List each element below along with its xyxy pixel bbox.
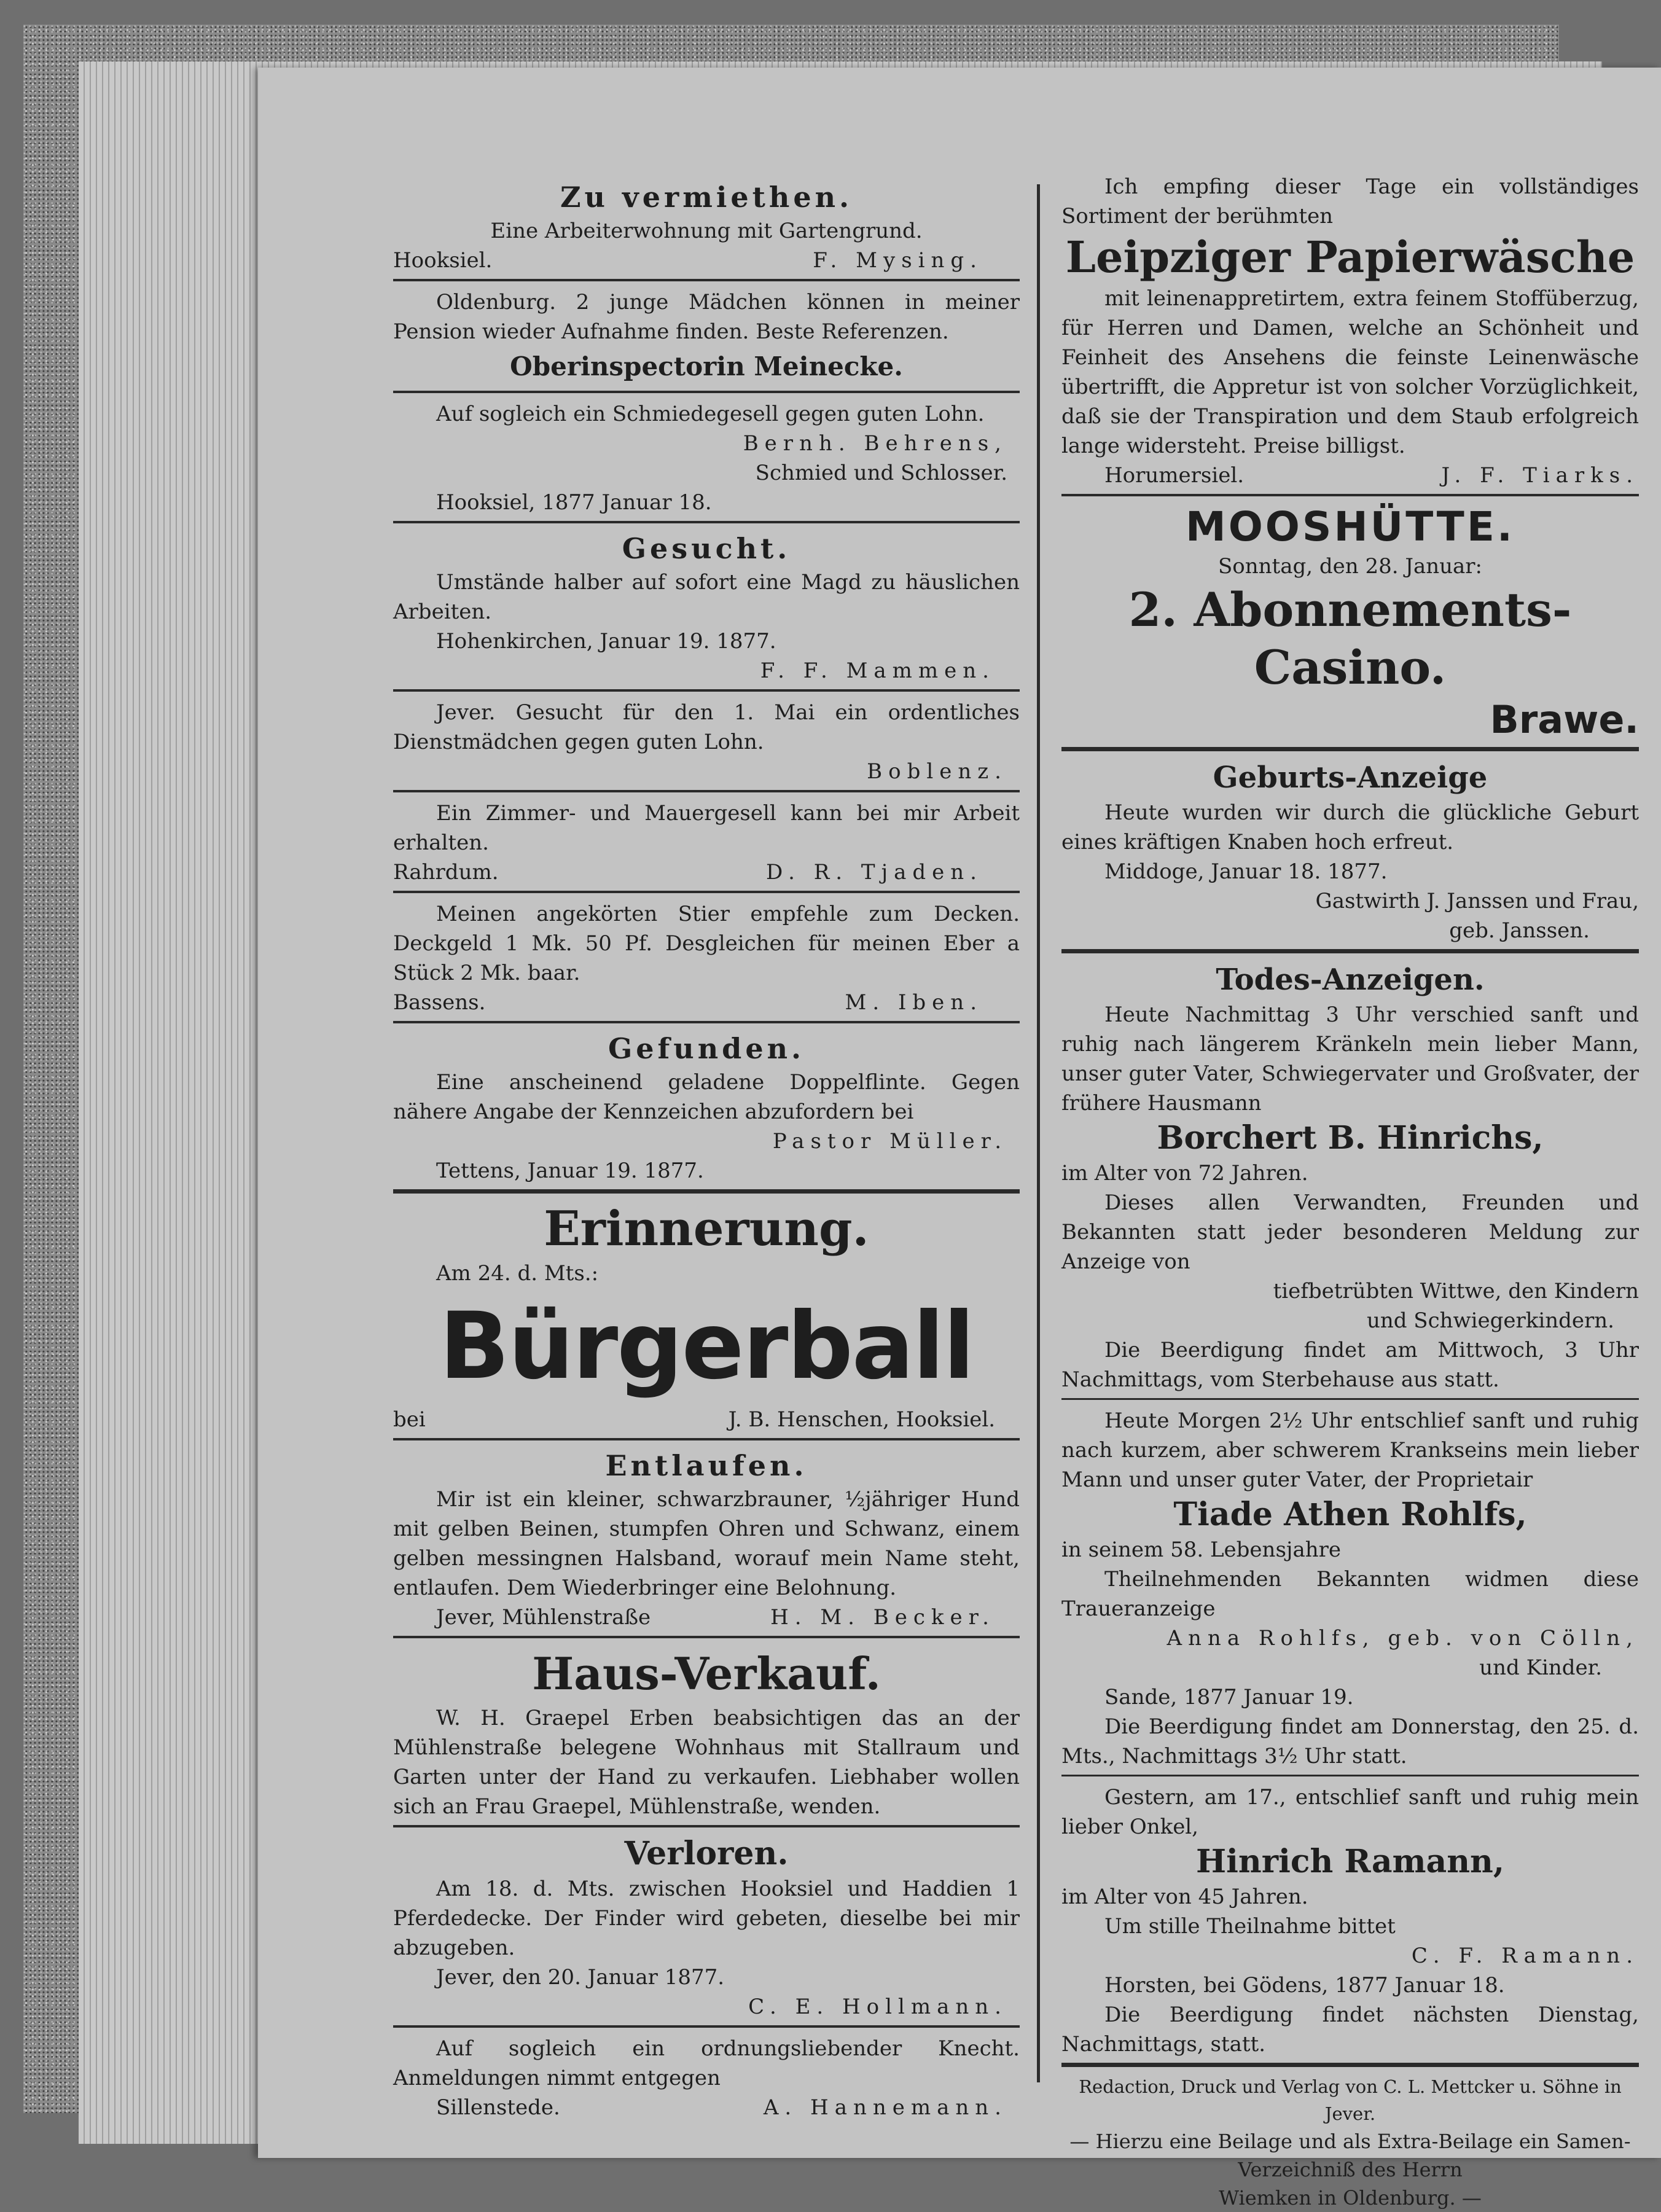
ad-age: im Alter von 72 Jahren.: [1061, 1161, 1308, 1186]
ad-signature: Gastwirth J. Janssen und Frau,: [1315, 889, 1639, 913]
ad-title: MOOSHÜTTE.: [1186, 503, 1515, 550]
ad-place: Sillenstede.: [436, 2095, 560, 2120]
ad-title: Leipziger Papierwäsche: [1065, 232, 1635, 283]
ad-date: Tettens, Januar 19. 1877.: [436, 1159, 704, 1183]
ad-text: Auf sogleich ein Schmiedegesell gegen guten Lohn.: [436, 402, 985, 426]
imprint-line-3: Wiemken in Oldenburg. —: [1219, 2186, 1482, 2210]
ad-todes-anzeige-rohlfs: [1061, 1406, 1639, 1771]
ad-signature: Brawe.: [1490, 697, 1639, 742]
ad-date: Horsten, bei Gödens, 1877 Januar 18.: [1104, 1973, 1505, 1998]
ad-title: Geburts-Anzeige: [1213, 760, 1488, 795]
ad-signature: Anna Rohlfs, geb. von Cölln,: [1167, 1626, 1639, 1651]
ad-text: mit leinenappretirtem, extra feinem Stoffüberzug, für Herren und Damen, welche an Schönheit und Feinheit des Ansehens die feinste Leinenwäsche übertrifft, die Appretur ist von solcher Vorzüglichkeit, daß sie der Transpiration und dem Staub erfolgreich lange widersteht. Preise billigst.: [1061, 286, 1639, 458]
ad-place: Rahrdum.: [393, 860, 499, 885]
ad-age: im Alter von 45 Jahren.: [1061, 1885, 1308, 1909]
ad-signature: Boblenz.: [867, 759, 1007, 784]
ad-date: Hooksiel, 1877 Januar 18.: [436, 490, 712, 515]
ad-title: Verloren.: [624, 1835, 789, 1872]
ad-todes-anzeige-hinrichs: [1061, 959, 1639, 1394]
ad-text: Jever. Gesucht für den 1. Mai ein ordentliches Dienstmädchen gegen guten Lohn.: [393, 700, 1020, 754]
ad-title: Gefunden.: [608, 1032, 805, 1065]
ad-signature-row: [393, 246, 1020, 275]
divider: [1061, 494, 1639, 496]
ad-signature: Bernh. Behrens,: [743, 431, 1007, 456]
ad-gesucht: [393, 530, 1020, 686]
column-separator: [1037, 184, 1040, 2082]
ad-date: Middoge, Januar 18. 1877.: [1104, 859, 1388, 884]
ad-text: Auf sogleich ein ordnungsliebender Knecht. Anmeldungen nimmt entgegen: [393, 2036, 1020, 2090]
ad-intro: Ich empfing dieser Tage ein vollständiges Sortiment der berühmten: [1061, 174, 1639, 229]
right-column: [1061, 104, 1639, 2212]
ad-text3: Die Beerdigung findet am Mittwoch, 3 Uhr Nachmittags, vom Sterbehause aus statt.: [1061, 1338, 1639, 1392]
ad-title: Gesucht.: [622, 532, 791, 565]
ad-text3: Die Beerdigung findet nächsten Dienstag, Nachmittags, statt.: [1061, 2003, 1639, 2057]
ad-text: Eine Arbeiterwohnung mit Gartengrund.: [490, 219, 923, 243]
ad-text: W. H. Graepel Erben beabsichtigen das an der Mühlenstraße belegene Wohnhaus mit Stallraum und Garten unter der Hand zu verkaufen. Liebhaber wollen sich an Frau Graepel, Mühlenstraße, wenden.: [393, 1706, 1020, 1819]
ad-place: Bassens.: [393, 990, 486, 1015]
ad-date: Jever, den 20. Januar 1877.: [436, 1965, 725, 1990]
ad-knecht: [393, 2034, 1020, 2122]
ad-signature-sub: Schmied und Schlosser.: [755, 461, 1007, 485]
divider: [393, 1189, 1020, 1194]
divider: [393, 1438, 1020, 1440]
ad-place: Jever, Mühlenstraße: [436, 1605, 651, 1630]
divider: [393, 790, 1020, 792]
ad-text: Mir ist ein kleiner, schwarzbrauner, ½jähriger Hund mit gelben Beinen, stumpfen Ohren und Schwanz, einem gelben messingnen Halsband, worauf mein Name steht, entlaufen. Dem Wiederbringer eine Belohnung.: [393, 1487, 1020, 1600]
imprint: [1061, 2073, 1639, 2212]
divider: [393, 891, 1020, 893]
ad-mooshuette: [1061, 502, 1639, 743]
ad-signature-sub: geb. Janssen.: [1449, 918, 1590, 943]
ad-title: Zu vermiethen.: [560, 181, 853, 214]
ad-headline: Bürgerball: [439, 1293, 974, 1400]
ad-text: Eine anscheinend geladene Doppelflinte. Gegen nähere Angabe der Kennzeichen abzufordern bei: [393, 1070, 1020, 1124]
ad-zu-vermiethen: [393, 178, 1020, 275]
ad-title: Entlaufen.: [605, 1449, 808, 1482]
ad-signature: J. F. Tiarks.: [1441, 463, 1639, 488]
ad-event: 2. Abonnements-Casino.: [1128, 582, 1572, 695]
divider: [393, 1636, 1020, 1638]
ad-name: Tiade Athen Rohlfs,: [1173, 1496, 1527, 1533]
ad-text2: Um stille Theilnahme bittet: [1104, 1914, 1396, 1939]
ad-date: Am 24. d. Mts.:: [436, 1261, 599, 1286]
ad-date: Sonntag, den 28. Januar:: [1217, 554, 1482, 579]
ad-signature: D. R. Tjaden.: [766, 860, 983, 885]
ad-text: Umstände halber auf sofort eine Magd zu häuslichen Arbeiten.: [393, 570, 1020, 624]
ad-place: Horumersiel.: [1104, 463, 1245, 488]
divider: [1061, 1398, 1639, 1400]
ad-signature-sub: und Kinder.: [1479, 1655, 1602, 1680]
ad-date: Sande, 1877 Januar 19.: [1104, 1685, 1354, 1710]
ad-zimmergesell: [393, 799, 1020, 887]
ad-signature: C. F. Ramann.: [1411, 1944, 1639, 1968]
ad-text: Heute wurden wir durch die glückliche Geburt eines kräftigen Knaben hoch erfreut.: [1061, 800, 1639, 854]
ad-signature-row: [1061, 461, 1639, 490]
ad-text: Heute Nachmittag 3 Uhr verschied sanft und ruhig nach längerem Kränkeln mein lieber Mann, unser guter Vater, Schwiegervater und Großvater, der frühere Hausmann: [1061, 1002, 1639, 1116]
imprint-line-1: Redaction, Druck und Verlag von C. L. Mettcker u. Söhne in Jever.: [1079, 2076, 1622, 2124]
ad-title: Todes-Anzeigen.: [1216, 963, 1485, 997]
imprint-line-2: — Hierzu eine Beilage und als Extra-Beilage ein Samen-Verzeichniß des Herrn: [1069, 2130, 1631, 2181]
ad-name: Hinrich Ramann,: [1196, 1843, 1504, 1880]
ad-signature-row: [393, 1405, 1020, 1434]
ad-signature: M. Iben.: [845, 990, 983, 1015]
ad-place: Hooksiel.: [393, 248, 493, 273]
ad-todes-anzeige-ramann: [1061, 1783, 1639, 2059]
ad-erinnerung: [393, 1200, 1020, 1434]
ad-signature: Pastor Müller.: [772, 1129, 1007, 1154]
divider: [1061, 2063, 1639, 2067]
ad-signature: F. Mysing.: [813, 248, 983, 273]
ad-signature: A. Hannemann.: [763, 2095, 1007, 2120]
ad-text: Gestern, am 17., entschlief sanft und ruhig mein lieber Onkel,: [1061, 1785, 1639, 1839]
left-column: [393, 104, 1020, 2122]
ad-bei: bei: [393, 1407, 426, 1432]
divider: [393, 1021, 1020, 1023]
divider: [393, 391, 1020, 393]
divider: [1061, 1775, 1639, 1776]
ad-text: Ein Zimmer- und Mauergesell kann bei mir Arbeit erhalten.: [393, 801, 1020, 855]
ad-text2: Theilnehmenden Bekannten widmen diese Traueranzeige: [1061, 1567, 1639, 1621]
ad-date: Hohenkirchen, Januar 19. 1877.: [436, 629, 776, 654]
divider: [393, 521, 1020, 523]
ad-stier: [393, 899, 1020, 1017]
ad-signature: C. E. Hollmann.: [748, 1995, 1007, 2019]
ad-title: Haus-Verkauf.: [532, 1647, 881, 1700]
ad-signature: tiefbetrübten Wittwe, den Kindern: [1273, 1279, 1639, 1303]
ad-gefunden: [393, 1030, 1020, 1186]
ad-text: Heute Morgen 2½ Uhr entschlief sanft und ruhig nach kurzem, aber schwerem Krankseins mein lieber Mann und unser guter Vater, der Proprietair: [1061, 1409, 1639, 1492]
ad-text3: Die Beerdigung findet am Donnerstag, den 25. d. Mts., Nachmittags 3½ Uhr statt.: [1061, 1714, 1639, 1768]
ad-entlaufen: [393, 1447, 1020, 1632]
ad-schmiedegesell: [393, 399, 1020, 517]
ad-signature: J. B. Henschen, Hooksiel.: [728, 1407, 995, 1432]
divider: [393, 279, 1020, 281]
ad-age: in seinem 58. Lebensjahre: [1061, 1538, 1341, 1562]
divider: [1061, 747, 1639, 751]
ad-title: Erinnerung.: [544, 1201, 869, 1257]
ad-pension: [393, 287, 1020, 387]
ad-signature-row: [393, 858, 1020, 887]
ad-text: Oldenburg. 2 junge Mädchen können in meiner Pension wieder Aufnahme finden. Beste Referenzen.: [393, 290, 1020, 344]
ad-verloren: [393, 1834, 1020, 2022]
ad-haus-verkauf: [393, 1644, 1020, 1821]
divider: [393, 1825, 1020, 1827]
ad-signature-row: [393, 988, 1020, 1017]
divider: [393, 2025, 1020, 2028]
ad-signature-sub: und Schwiegerkindern.: [1366, 1308, 1614, 1333]
ad-signature-row: [393, 1603, 1020, 1632]
ad-signature-row: [393, 2093, 1020, 2122]
divider: [1061, 949, 1639, 953]
ad-papierwaesche: [1061, 172, 1639, 490]
ad-text: Meinen angekörten Stier empfehle zum Decken. Deckgeld 1 Mk. 50 Pf. Desgleichen für meinen Eber a Stück 2 Mk. baar.: [393, 902, 1020, 985]
ad-text2: Dieses allen Verwandten, Freunden und Bekannten statt jeder besonderen Meldung zur Anzeige von: [1061, 1190, 1639, 1274]
ad-geburts-anzeige: [1061, 757, 1639, 945]
ad-signature: H. M. Becker.: [770, 1605, 995, 1630]
ad-dienstmaedchen: [393, 698, 1020, 786]
ad-name: Borchert B. Hinrichs,: [1157, 1119, 1544, 1157]
ad-text: Am 18. d. Mts. zwischen Hooksiel und Haddien 1 Pferdedecke. Der Finder wird gebeten, dieselbe bei mir abzugeben.: [393, 1877, 1020, 1960]
ad-signature: F. F. Mammen.: [760, 659, 995, 683]
divider: [393, 689, 1020, 692]
ad-signature: Oberinspectorin Meinecke.: [510, 351, 903, 381]
